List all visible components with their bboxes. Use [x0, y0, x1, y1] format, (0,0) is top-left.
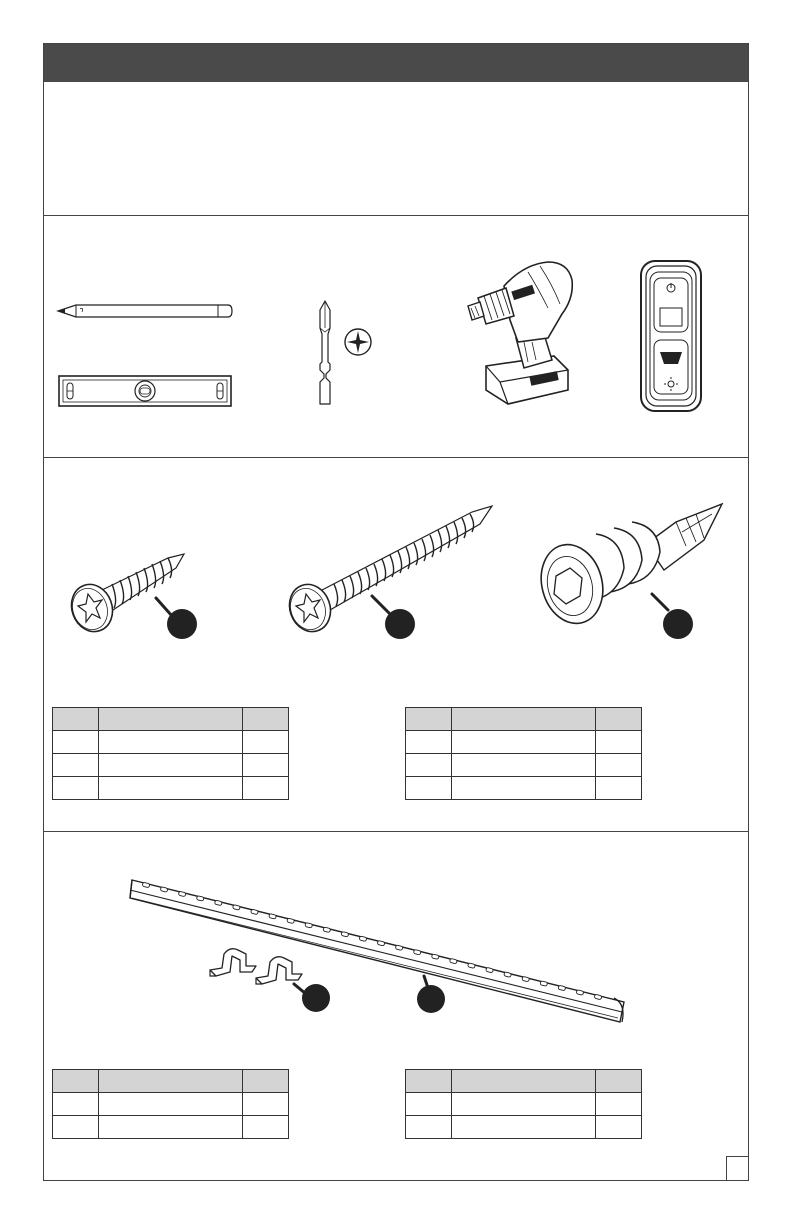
table-row [53, 1116, 289, 1139]
table-header-row [406, 1070, 642, 1093]
divider [44, 831, 748, 832]
drywall-anchor-icon [536, 500, 726, 642]
mounting-parts-table-right [405, 1069, 642, 1139]
table-row [53, 754, 289, 777]
table-row [406, 1093, 642, 1116]
short-screw-icon [66, 548, 202, 642]
level-icon [58, 375, 232, 407]
mounting-parts-table-left [52, 1069, 289, 1139]
device-icon [640, 260, 702, 412]
table-row [406, 731, 642, 754]
divider [44, 457, 748, 458]
table-row [53, 777, 289, 800]
intro-section [44, 82, 748, 215]
drill-icon [468, 258, 578, 408]
clip-icon [206, 944, 340, 1016]
table-row [406, 754, 642, 777]
table-header-row [53, 708, 289, 731]
table-header-row [406, 708, 642, 731]
divider [44, 215, 748, 216]
table-row [406, 777, 642, 800]
page-number-box [726, 1156, 748, 1180]
hardware-parts-table-left [52, 707, 289, 800]
rail-callout [416, 984, 446, 1014]
table-header-row [53, 1070, 289, 1093]
table-row [53, 731, 289, 754]
header-bar [44, 44, 748, 82]
hardware-parts-table-right [405, 707, 642, 800]
table-row [406, 1116, 642, 1139]
long-screw-icon [286, 498, 496, 642]
pencil-icon [58, 303, 233, 319]
rail-icon [128, 876, 628, 1028]
phillips-bit-icon [310, 298, 380, 408]
table-row [53, 1093, 289, 1116]
